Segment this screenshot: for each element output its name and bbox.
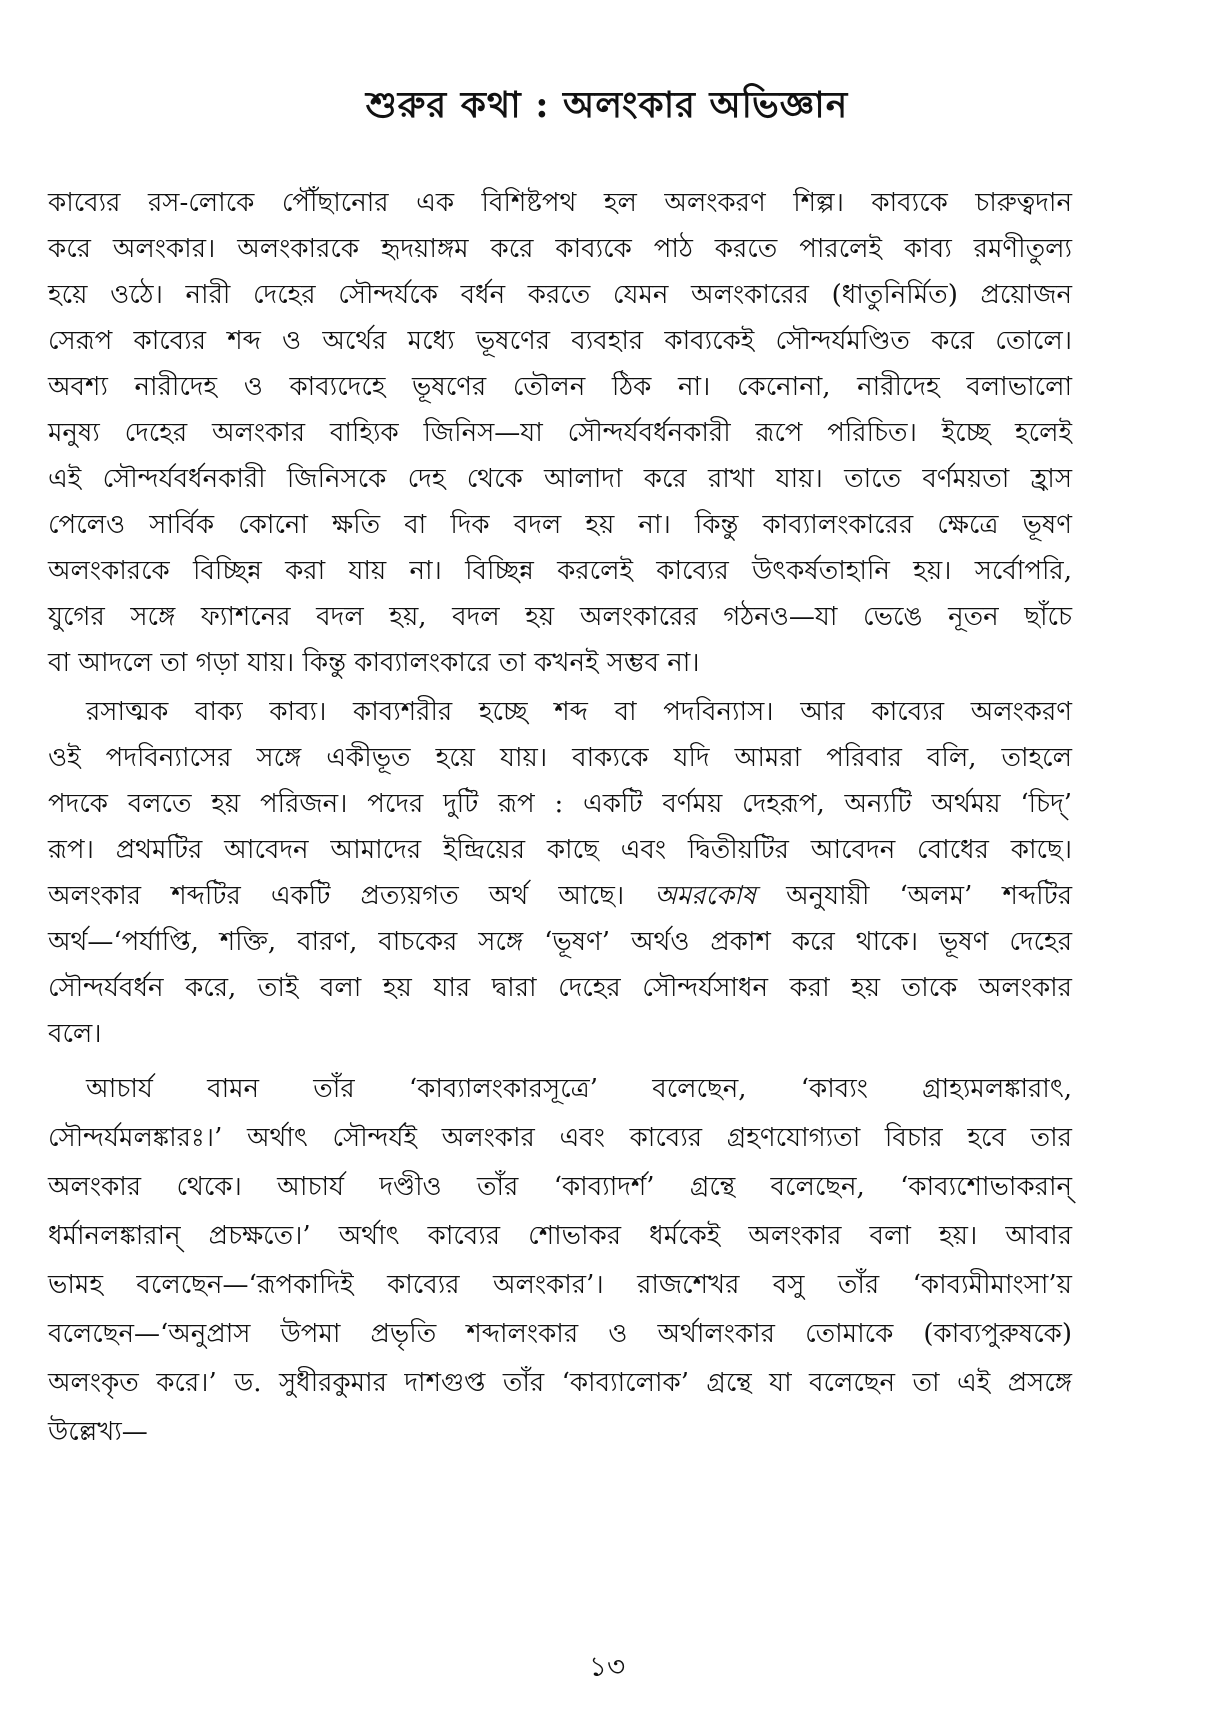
italic-title: অমরকোষ	[654, 881, 757, 911]
text-line: পদকে বলতে হয় পরিজন। পদের দুটি রূপ : একটি বর্ণময় দেহরূপ, অন্যটি অর্থময় ‘চিদ্’	[48, 789, 1072, 819]
text-line: অলংকৃত করে।’ ড. সুধীরকুমার দাশগুপ্ত তাঁর ‘কাব্যালোক’ গ্রন্থে যা বলেছেন তা এই প্রসঙ্গে	[48, 1368, 1072, 1398]
text-line: অবশ্য নারীদেহ ও কাব্যদেহে ভূষণের তৌলন ঠিক না। কেনোনা, নারীদেহ বলাভালো	[48, 372, 1072, 402]
text-line: বলেছেন—‘অনুপ্রাস উপমা প্রভৃতি শব্দালংকার ও অর্থালংকার তোমাকে (কাব্যপুরুষকে)	[48, 1319, 1072, 1349]
text-line: যুগের সঙ্গে ফ্যাশনের বদল হয়, বদল হয় অলংকারের গঠনও—যা ভেঙে নূতন ছাঁচে	[48, 602, 1072, 632]
text-line: সেরূপ কাব্যের শব্দ ও অর্থের মধ্যে ভূষণের ব্যবহার কাব্যকেই সৌন্দর্যমণ্ডিত করে তোলে।	[48, 326, 1072, 356]
paragraph	[48, 1065, 1072, 1457]
text-segment: অলংকার শব্দটির একটি প্রত্যয়গত অর্থ আছে।	[48, 881, 655, 911]
text-line	[48, 873, 1072, 919]
paragraph	[48, 689, 1072, 1057]
text-line: সৌন্দর্যমলঙ্কারঃ।’ অর্থাৎ সৌন্দর্যই অলংকার এবং কাব্যের গ্রহণযোগ্যতা বিচার হবে তার	[48, 1123, 1072, 1153]
text-line: অলংকারকে বিচ্ছিন্ন করা যায় না। বিচ্ছিন্ন করলেই কাব্যের উৎকর্ষতাহানি হয়। সর্বোপরি,	[48, 556, 1072, 586]
paragraph	[48, 180, 1072, 686]
text-line: অলংকার থেকে। আচার্য দণ্ডীও তাঁর ‘কাব্যাদর্শ’ গ্রন্থে বলেছেন, ‘কাব্যশোভাকরান্	[48, 1172, 1072, 1202]
text-line: বলে।	[48, 1019, 102, 1049]
text-line: মনুষ্য দেহের অলংকার বাহ্যিক জিনিস—যা সৌন্দর্যবর্ধনকারী রূপে পরিচিত। ইচ্ছে হলেই	[48, 418, 1072, 448]
text-line: সৌন্দর্যবর্ধন করে, তাই বলা হয় যার দ্বারা দেহের সৌন্দর্যসাধন করা হয় তাকে অলংকার	[48, 973, 1072, 1003]
text-line: হয়ে ওঠে। নারী দেহের সৌন্দর্যকে বর্ধন করতে যেমন অলংকারের (ধাতুনির্মিত) প্রয়োজন	[48, 280, 1072, 310]
page-number: ১৩	[588, 1650, 626, 1683]
text-line: আচার্য বামন তাঁর ‘কাব্যালংকারসূত্রে’ বলেছেন, ‘কাব্যং গ্রাহ্যমলঙ্কারাৎ,	[86, 1074, 1072, 1104]
text-line: পেলেও সার্বিক কোনো ক্ষতি বা দিক বদল হয় না। কিন্তু কাব্যালংকারের ক্ষেত্রে ভূষণ	[48, 510, 1072, 540]
text-line: উল্লেখ্য—	[48, 1417, 148, 1447]
text-line: ভামহ বলেছেন—‘রূপকাদিই কাব্যের অলংকার’। রাজশেখর বসু তাঁর ‘কাব্যমীমাংসা’য়	[48, 1270, 1072, 1300]
text-line: রূপ। প্রথমটির আবেদন আমাদের ইন্দ্রিয়ের কাছে এবং দ্বিতীয়টির আবেদন বোধের কাছে।	[48, 835, 1072, 865]
text-line: এই সৌন্দর্যবর্ধনকারী জিনিসকে দেহ থেকে আলাদা করে রাখা যায়। তাতে বর্ণময়তা হ্রাস	[48, 464, 1072, 494]
text-line: ধর্মানলঙ্কারান্ প্রচক্ষতে।’ অর্থাৎ কাব্যের শোভাকর ধর্মকেই অলংকার বলা হয়। আবার	[48, 1221, 1072, 1251]
text-line: কাব্যের রস-লোকে পৌঁছানোর এক বিশিষ্টপথ হল অলংকরণ শিল্প। কাব্যকে চারুত্বদান	[48, 188, 1072, 218]
text-line: ওই পদবিন্যাসের সঙ্গে একীভূত হয়ে যায়। বাক্যকে যদি আমরা পরিবার বলি, তাহলে	[48, 743, 1072, 773]
text-line: রসাত্মক বাক্য কাব্য। কাব্যশরীর হচ্ছে শব্দ বা পদবিন্যাস। আর কাব্যের অলংকরণ	[86, 697, 1072, 727]
text-segment: অনুযায়ী ‘অলম’ শব্দটির	[756, 881, 1072, 911]
text-line: করে অলংকার। অলংকারকে হৃদয়াঙ্গম করে কাব্যকে পাঠ করতে পারলেই কাব্য রমণীতুল্য	[48, 234, 1072, 264]
body-text	[48, 180, 1072, 1457]
page-title: শুরুর কথা : অলংকার অভিজ্ঞান	[365, 84, 849, 126]
text-line: অর্থ—‘পর্যাপ্তি, শক্তি, বারণ, বাচকের সঙ্গে ‘ভূষণ’ অর্থও প্রকাশ করে থাকে। ভূষণ দেহের	[48, 927, 1072, 957]
text-line: বা আদলে তা গড়া যায়। কিন্তু কাব্যালংকারে তা কখনই সম্ভব না।	[48, 648, 700, 678]
